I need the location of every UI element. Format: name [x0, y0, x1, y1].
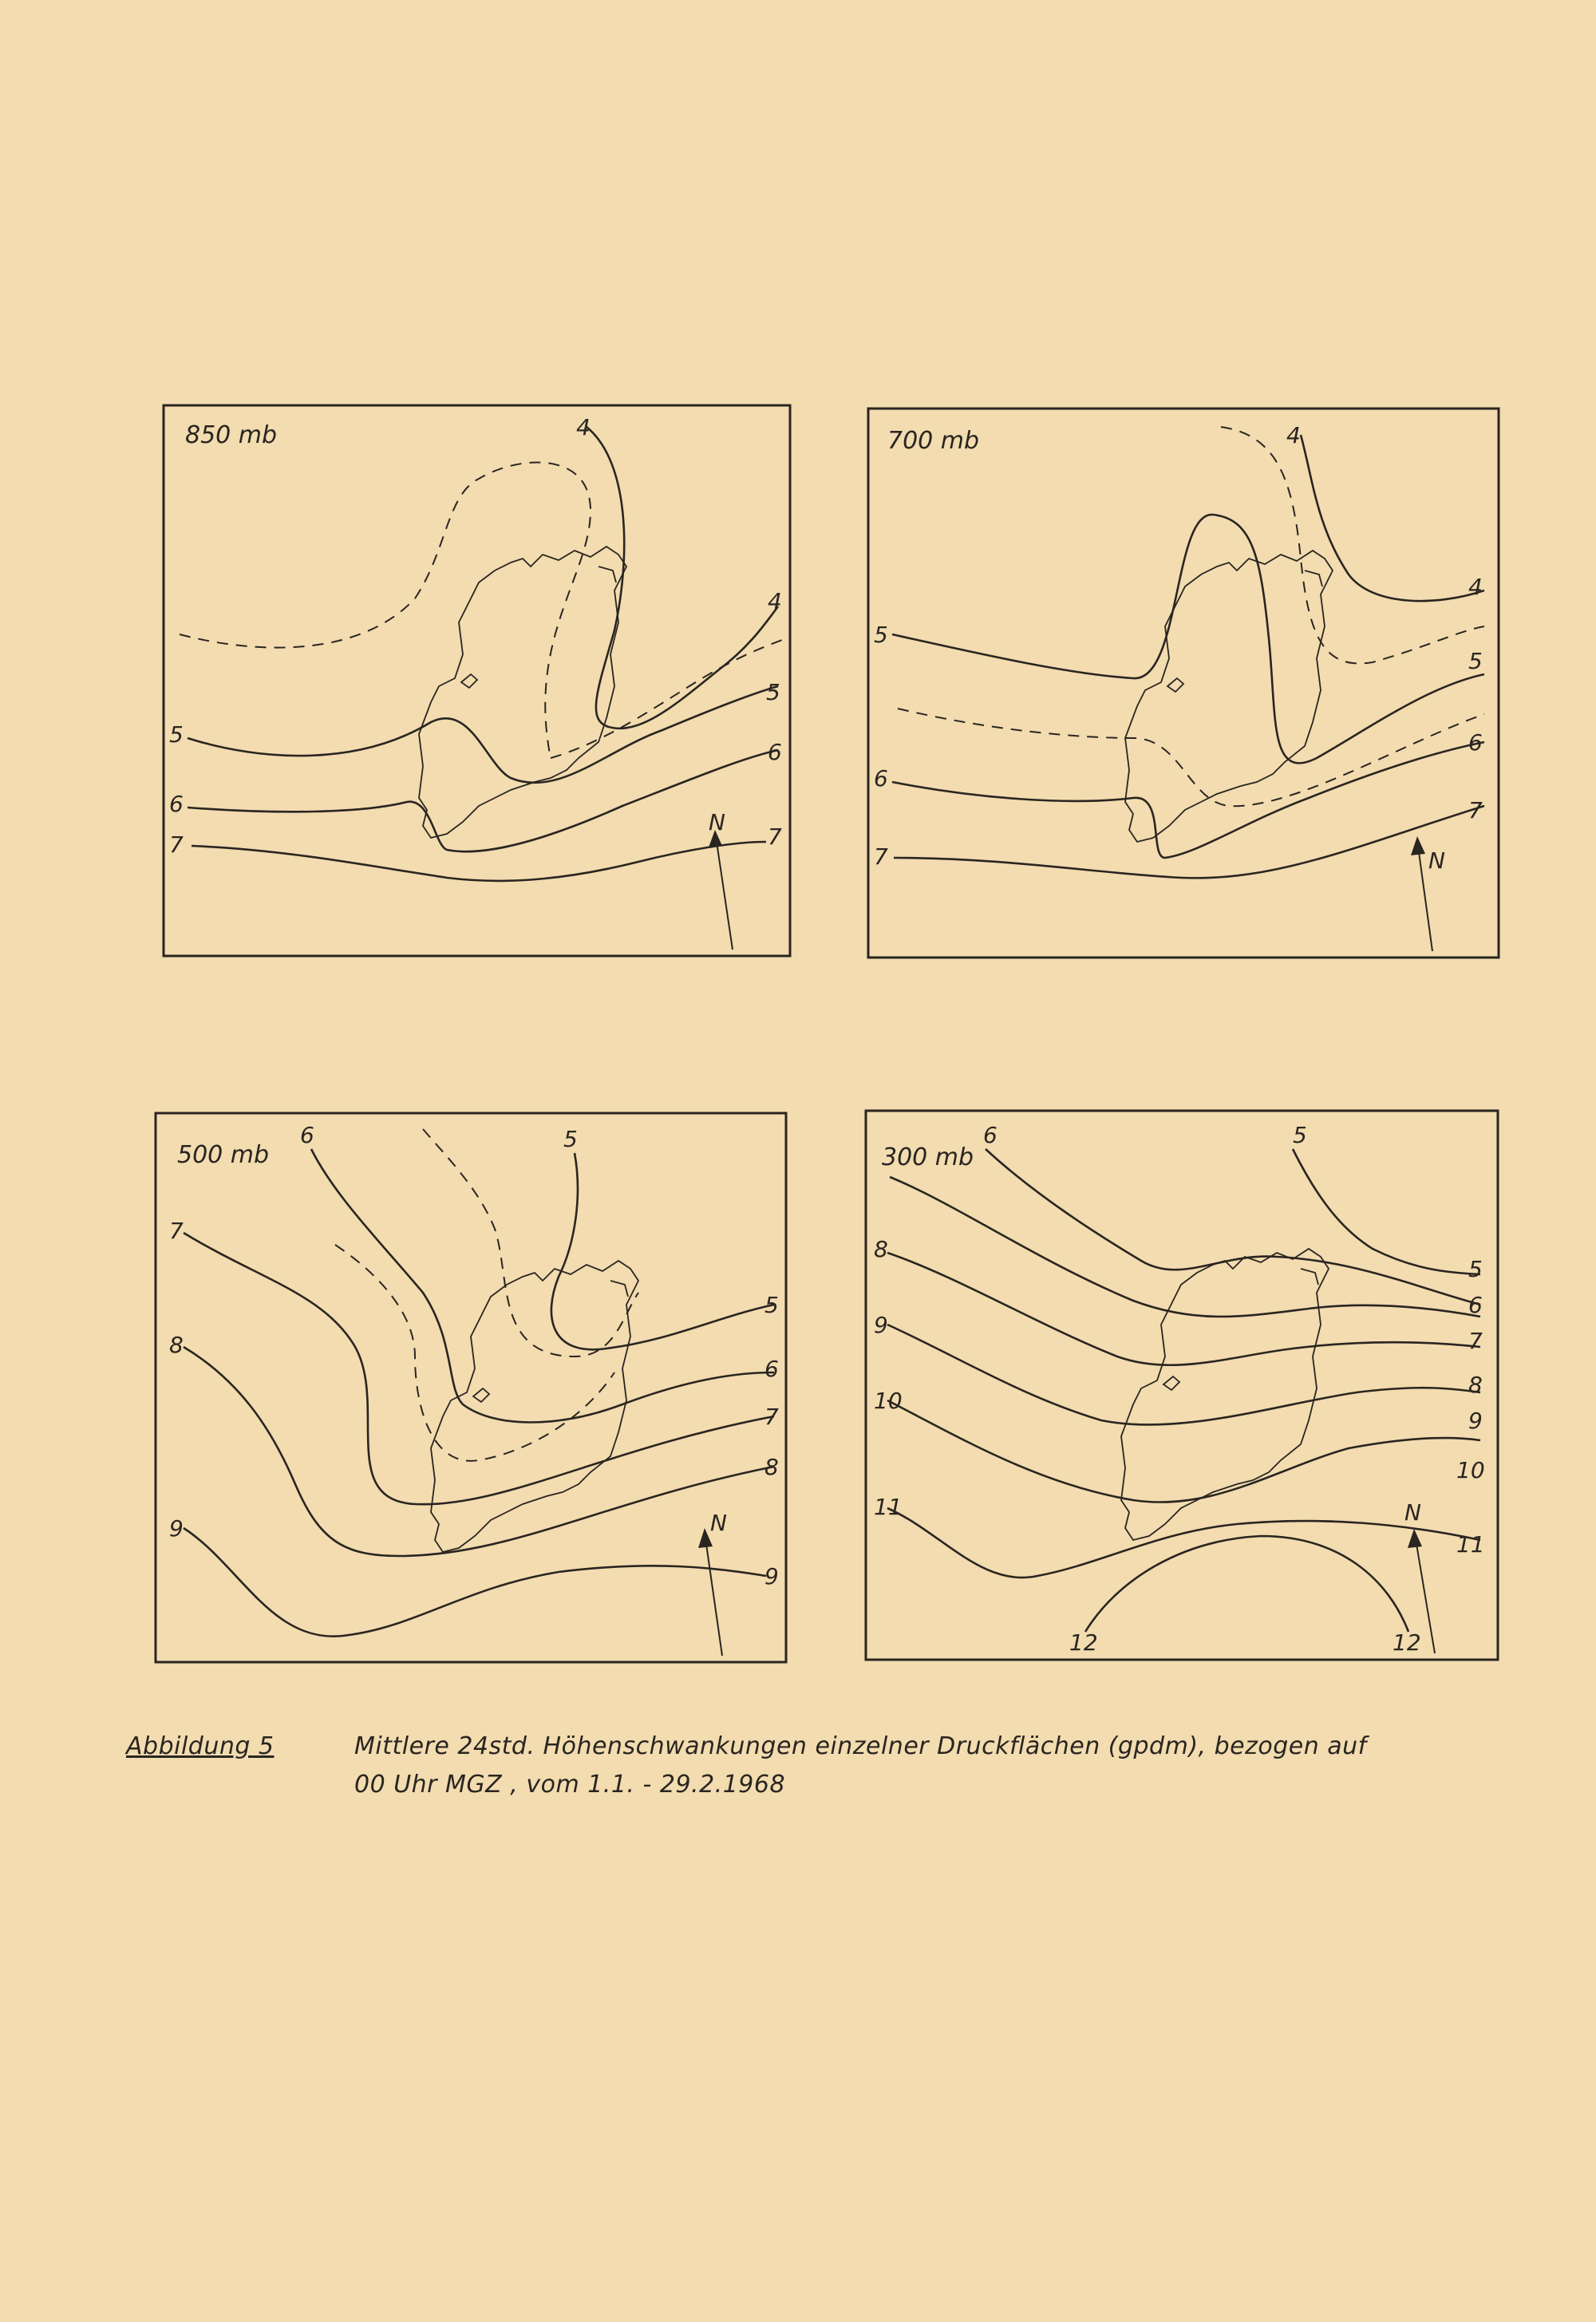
isoline [1301, 435, 1484, 601]
isoline-dashed [551, 638, 786, 758]
isoline-label: 5 [1468, 1256, 1483, 1282]
isoline-label: 8 [1468, 1372, 1483, 1398]
isoline-dashed [180, 462, 591, 758]
isoline-dashed [898, 709, 1484, 806]
isoline-label: 7 [764, 1404, 779, 1430]
isoline-label: 4 [768, 588, 782, 614]
caption-line: 00 Uhr MGZ , vom 1.1. - 29.2.1968 [354, 1771, 786, 1799]
country-outline [1125, 551, 1333, 842]
isoline-label: 6 [983, 1122, 998, 1148]
isoline [192, 842, 766, 881]
isoline-label: 12 [1069, 1629, 1098, 1656]
caption-text [354, 1728, 1551, 1804]
isoline-label: 7 [1468, 797, 1483, 823]
country-outline [431, 1261, 638, 1552]
isoline-label: 11 [874, 1494, 903, 1520]
isoline [890, 1177, 1480, 1317]
isoline [986, 1149, 1480, 1305]
map-title: 700 mb [887, 427, 980, 455]
isoline-label: 9 [169, 1515, 184, 1542]
map-frame [866, 1111, 1498, 1660]
isoline-label: 7 [874, 843, 888, 870]
isoline [887, 1400, 1480, 1503]
country-outline [419, 547, 626, 838]
isoline-label: 5 [169, 721, 184, 748]
north-label: N [709, 809, 725, 835]
isoline-label: 4 [1468, 574, 1483, 600]
isoline-label: 5 [1293, 1122, 1307, 1148]
isoline [1085, 1536, 1408, 1632]
isoline-label: 12 [1393, 1629, 1421, 1656]
map-700mb [868, 409, 1499, 958]
isoline [188, 750, 778, 851]
isoline [551, 1153, 774, 1349]
isoline [184, 1528, 766, 1637]
isoline [188, 686, 778, 783]
isoline-label: 7 [1468, 1328, 1483, 1354]
isoline [1293, 1149, 1480, 1274]
isoline-label: 5 [766, 679, 780, 705]
north-label: N [710, 1510, 727, 1536]
isoline-label: 6 [768, 739, 782, 765]
isoline-label: 6 [1468, 729, 1483, 756]
map-300mb [866, 1111, 1498, 1660]
north-label: N [1428, 847, 1445, 874]
isoline-label: 8 [874, 1236, 888, 1262]
caption-label: Abbildung 5 [126, 1732, 275, 1760]
north-arrow-icon [709, 830, 733, 950]
isoline-label: 4 [576, 414, 591, 440]
isoline-label: 6 [1468, 1292, 1483, 1318]
isoline-label: 4 [1286, 422, 1301, 448]
isoline-label: 8 [764, 1454, 779, 1480]
isoline [894, 806, 1484, 878]
isoline [887, 1325, 1480, 1424]
isoline-label: 9 [1468, 1408, 1483, 1434]
caption-line: Mittlere 24std. Höhenschwankungen einzelner Druckflächen (gpdm), bezogen auf [354, 1732, 1367, 1760]
isoline [311, 1149, 774, 1423]
isoline [887, 1508, 1480, 1578]
map-title: 850 mb [185, 421, 278, 449]
isoline-label: 11 [1456, 1531, 1485, 1558]
isoline-label: 9 [874, 1312, 888, 1338]
isoline-label: 7 [768, 823, 782, 850]
isoline-dashed [335, 1245, 614, 1461]
map-frame [156, 1113, 786, 1662]
map-850mb [164, 405, 790, 956]
isoline-label: 10 [1456, 1457, 1485, 1483]
isoline-label: 9 [764, 1563, 779, 1589]
isoline-label: 7 [169, 831, 184, 858]
isoline [892, 742, 1484, 858]
north-arrow-icon [698, 1528, 722, 1656]
isoline-label: 5 [1468, 648, 1483, 674]
map-title: 300 mb [882, 1143, 974, 1171]
isoline-label: 6 [300, 1122, 314, 1148]
isoline-label: 6 [874, 765, 888, 792]
isoline-label: 6 [764, 1356, 779, 1382]
isoline-label: 5 [874, 622, 888, 648]
map-title: 500 mb [177, 1141, 270, 1169]
isoline-label: 5 [764, 1292, 779, 1318]
isoline [184, 1347, 774, 1556]
country-outline [1121, 1249, 1329, 1540]
isoline-label: 7 [169, 1218, 184, 1244]
isoline [892, 515, 1484, 763]
north-label: N [1404, 1499, 1421, 1526]
isoline-dashed [1221, 427, 1484, 663]
isoline [184, 1233, 774, 1504]
isoline-label: 5 [563, 1126, 578, 1152]
isoline-label: 8 [169, 1332, 184, 1358]
isoline-label: 6 [169, 791, 184, 817]
map-500mb [156, 1113, 786, 1662]
isoline-dashed [423, 1129, 638, 1356]
isoline-label: 10 [874, 1388, 903, 1414]
